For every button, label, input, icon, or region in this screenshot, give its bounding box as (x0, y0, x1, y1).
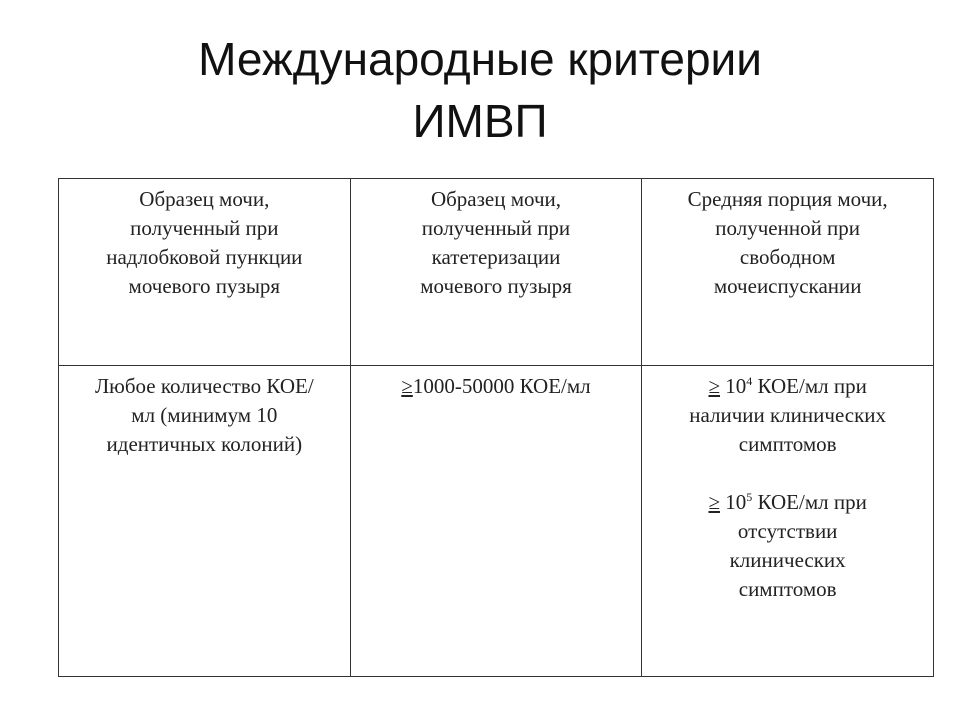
ge-symbol: ≥ (401, 374, 413, 398)
header-line: свободном (739, 245, 836, 269)
header-line: Образец мочи, (139, 187, 270, 211)
cell-line: отсутствии (737, 519, 838, 543)
cell-line: наличии клинических (689, 403, 887, 427)
header-line: полученный при (421, 216, 571, 240)
cell-suprapubic (59, 366, 351, 677)
cell-line: ≥ $10^5$ КОЕ/мл при (708, 490, 867, 514)
cell-line: идентичных колоний) (106, 432, 303, 456)
cell-line: симптомов (738, 577, 837, 601)
cell-line: симптомов (738, 432, 837, 456)
header-line: надлобковой пункции (106, 245, 303, 269)
header-suprapubic (59, 179, 351, 366)
header-line: мочеиспускании (713, 274, 862, 298)
header-midstream (642, 179, 934, 366)
cell-line: ≥ $10^4$ КОЕ/мл при (708, 374, 867, 398)
ge-symbol: ≥ (708, 490, 721, 514)
table-data-row (59, 366, 934, 677)
exponent: 5 (746, 490, 753, 504)
title-line-2: ИМВП (412, 95, 548, 147)
criteria-table (58, 178, 934, 677)
header-line: полученной при (715, 216, 861, 240)
header-line: полученный при (130, 216, 279, 240)
ge-symbol: ≥ (708, 374, 721, 398)
spacer (650, 459, 925, 488)
title-line-1: Международные критерии (198, 33, 762, 85)
cell-line: Любое количество КОЕ/ (94, 374, 314, 398)
catheter-threshold: 1000-50000 КОЕ/мл (412, 374, 591, 398)
slide-title (0, 28, 960, 152)
cell-line (359, 372, 634, 401)
table-header-row (59, 179, 934, 366)
exponent: 4 (746, 374, 753, 388)
cell-line: мл (минимум 10 (131, 403, 278, 427)
cell-catheter (350, 366, 642, 677)
header-line: катетеризации (431, 245, 561, 269)
header-line: мочевого пузыря (128, 274, 281, 298)
header-line: мочевого пузыря (420, 274, 572, 298)
cell-line: клинических (729, 548, 846, 572)
header-line: Средняя порция мочи, (687, 187, 888, 211)
cell-midstream (642, 366, 934, 677)
header-line: Образец мочи, (430, 187, 562, 211)
header-catheter (350, 179, 642, 366)
